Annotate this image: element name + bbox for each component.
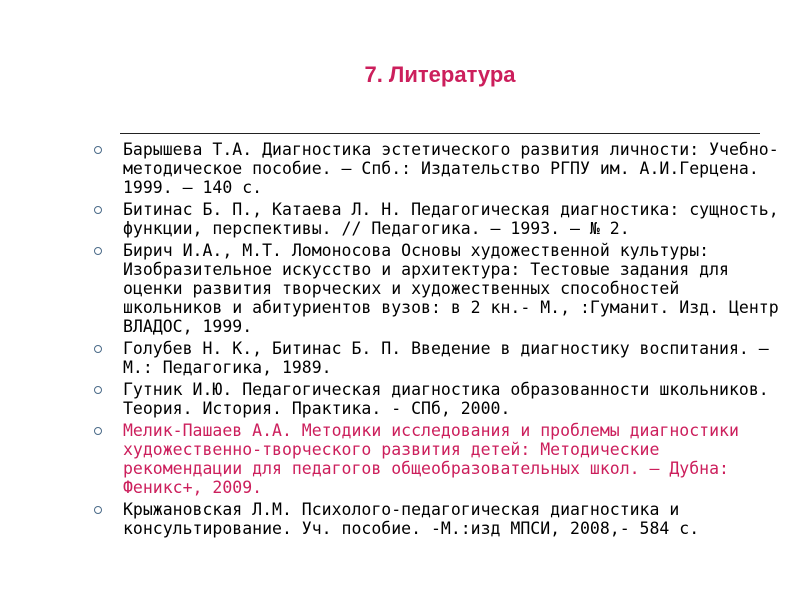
reference-item: [94, 380, 784, 418]
reference-list: [94, 140, 784, 541]
bullet-circle-icon: [94, 345, 102, 353]
reference-text: Гутник И.Ю. Педагогическая диагностика образованности школьников. Теория. История. Практика. - СПб, 2000.: [123, 380, 769, 418]
reference-text: Крыжановская Л.М. Психолого-педагогическая диагностика и консультирование. Уч. пособие. -М.:изд МПСИ, 2008,- 584 с.: [123, 500, 700, 538]
bullet-circle-icon: [94, 146, 102, 154]
reference-item: [94, 200, 784, 238]
bullet-circle-icon: [94, 427, 102, 435]
reference-text: Битинас Б. П., Катаева Л. Н. Педагогическая диагностика: сущность, функции, перспективы. // Педагогика. – 1993. – № 2.: [123, 200, 779, 238]
bullet-circle-icon: [94, 386, 102, 394]
bullet-circle-icon: [94, 506, 102, 514]
reference-item: [94, 339, 784, 377]
reference-item: [94, 140, 784, 197]
reference-text: Голубев Н. К., Битинас Б. П. Введение в диагностику воспитания. – М.: Педагогика, 1989.: [123, 339, 769, 377]
bullet-circle-icon: [94, 247, 102, 255]
reference-item: [94, 500, 784, 538]
reference-item: [94, 241, 784, 336]
slide-title: 7. Литература: [364, 62, 516, 87]
reference-text: Барышева Т.А. Диагностика эстетического развития личности: Учебно-методическое пособие. – Спб.: Издательство РГПУ им. А.И.Герцена. 1999. – 140 с.: [123, 140, 779, 197]
title-divider: [120, 133, 760, 134]
reference-item-highlighted: [94, 421, 784, 497]
reference-text: Бирич И.А., М.Т. Ломоносова Основы художественной культуры: Изобразительное искусство и архитектура: Тестовые задания для оценки развития творческих и художественных способностей школьников и абитуриентов вузов: в 2 кн.- М., :Гуманит. Изд. Центр ВЛАДОС, 1999.: [123, 241, 779, 336]
reference-text: Мелик-Пашаев А.А. Методики исследования и проблемы диагностики художественно-творческого развития детей: Методические рекомендации для педагогов общеобразовательных школ. – Дубна: Феникс+, 2009.: [123, 421, 739, 497]
bullet-circle-icon: [94, 206, 102, 214]
